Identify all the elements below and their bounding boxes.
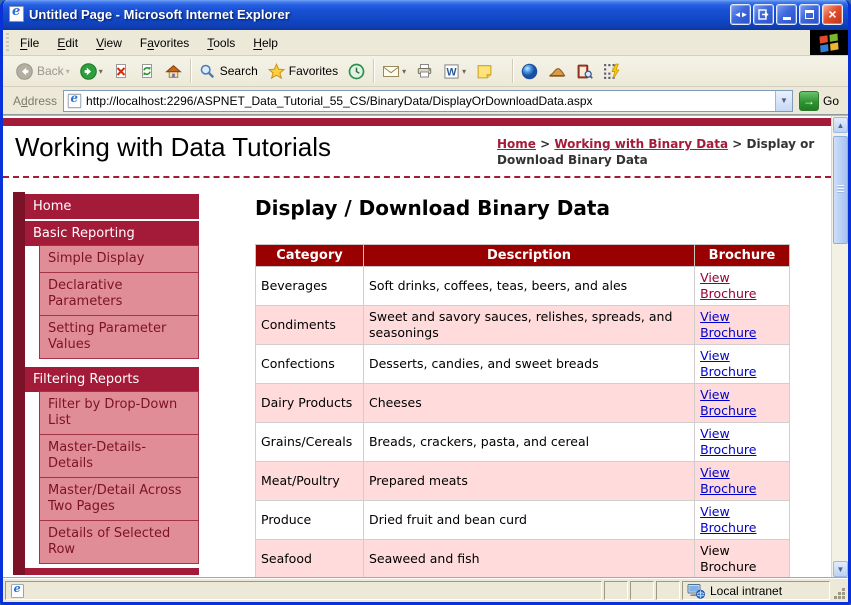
category-cell: Seafood [256, 540, 364, 579]
breadcrumb [497, 132, 819, 168]
minimize-icon [783, 17, 791, 20]
print-icon [416, 63, 433, 79]
menu-items [11, 30, 810, 55]
home-icon [165, 63, 182, 80]
search-button[interactable] [194, 60, 263, 83]
chevron-down-icon: ▾ [462, 66, 467, 76]
messenger-button[interactable] [516, 60, 543, 83]
shoe-button[interactable] [543, 61, 571, 82]
menu-favorites[interactable]: Favorites [139, 35, 190, 50]
resize-grip[interactable] [832, 581, 846, 600]
status-main-pane [5, 581, 602, 600]
column-header-brochure: Brochure [695, 245, 790, 267]
back-label: Back [37, 64, 64, 78]
title-bar [3, 0, 848, 30]
menu-view[interactable]: View [96, 35, 122, 50]
page-title: Display / Download Binary Data [255, 196, 610, 220]
toolbar-separator [190, 59, 191, 83]
status-pane [604, 581, 628, 600]
grid-header-row [256, 245, 790, 267]
export-button[interactable] [753, 4, 774, 25]
scroll-up-icon: ▲ [836, 120, 845, 130]
category-cell: Grains/Cereals [256, 423, 364, 462]
close-button[interactable] [822, 4, 843, 25]
brochure-cell [695, 345, 790, 384]
chevron-down-icon: ▾ [402, 66, 407, 76]
grid-lightning-icon [603, 63, 620, 80]
go-button[interactable] [793, 91, 845, 111]
menu-bar [3, 30, 848, 56]
scroll-down-icon: ▼ [836, 564, 845, 574]
description-cell: Cheeses [363, 384, 694, 423]
breadcrumb-home[interactable]: Home [497, 137, 536, 151]
favorites-label: Favorites [288, 64, 339, 78]
category-cell: Produce [256, 501, 364, 540]
note-icon [476, 63, 493, 80]
toolbar-separator [373, 59, 374, 83]
note-button[interactable] [471, 60, 498, 83]
sidebar-item-master-details-details[interactable]: Master-Details-Details [39, 434, 199, 478]
go-label: Go [822, 93, 839, 108]
maximize-icon [805, 10, 814, 19]
arrows-icon: ◄► [733, 9, 748, 19]
category-cell: Beverages [256, 267, 364, 306]
forward-button[interactable] [75, 60, 108, 83]
brochure-cell [695, 540, 790, 579]
breadcrumb-separator: > [535, 137, 555, 151]
brochure-cell [695, 423, 790, 462]
edit-word-button[interactable] [438, 60, 471, 83]
grid-row-condiments [256, 306, 790, 345]
site-title: Working with Data Tutorials [15, 132, 331, 162]
menu-tools[interactable]: Tools [207, 35, 236, 50]
menu-file[interactable]: File [20, 35, 40, 50]
sidebar-item-basic-reporting[interactable]: Basic Reporting [25, 221, 199, 246]
pan-arrows-button[interactable] [730, 4, 751, 25]
chevron-down-icon: ▾ [65, 66, 70, 76]
address-dropdown-button[interactable]: ▼ [775, 91, 792, 111]
description-cell: Breads, crackers, pasta, and cereal [363, 423, 694, 462]
brochure-cell [695, 306, 790, 345]
mail-button[interactable] [377, 61, 411, 82]
view-brochure-link[interactable]: View Brochure [700, 426, 757, 457]
menu-help[interactable]: Help [253, 35, 278, 50]
web-page [3, 116, 831, 578]
sidebar-section-peek[interactable] [25, 568, 199, 575]
address-label: Address [13, 93, 58, 108]
search-icon [199, 63, 216, 80]
vertical-scrollbar[interactable] [831, 116, 848, 578]
standard-toolbar [3, 56, 848, 87]
favorites-button[interactable] [263, 60, 343, 83]
browser-viewport [3, 115, 848, 578]
site-header [3, 126, 831, 172]
category-cell: Meat/Poultry [256, 462, 364, 501]
back-icon [16, 63, 33, 80]
sidebar-navigation [13, 192, 209, 575]
description-cell: Dried fruit and bean curd [363, 501, 694, 540]
grid-row-grains-cereals [256, 423, 790, 462]
ie-page-icon [68, 93, 82, 107]
export-icon [758, 9, 769, 20]
column-header-category: Category [256, 245, 364, 267]
minimize-button[interactable] [776, 4, 797, 25]
go-icon: → [799, 91, 819, 111]
main-content [209, 192, 790, 578]
category-cell: Dairy Products [256, 384, 364, 423]
svg-text:W: W [446, 65, 457, 78]
view-brochure-link[interactable]: View Brochure [700, 387, 757, 418]
breadcrumb-working-with-binary-data[interactable]: Working with Binary Data [554, 137, 729, 151]
history-icon [348, 63, 365, 80]
grid-row-confections [256, 345, 790, 384]
history-button[interactable] [343, 60, 370, 83]
grid-body [256, 267, 790, 579]
back-button[interactable] [11, 60, 75, 83]
research-button[interactable] [571, 60, 598, 83]
windows-logo-icon [819, 33, 838, 52]
sidebar-item-master-detail-across-two-pages[interactable]: Master/Detail Across Two Pages [39, 477, 199, 521]
refresh-button[interactable] [134, 60, 160, 82]
grid-row-beverages [256, 267, 790, 306]
print-button[interactable] [411, 60, 438, 82]
intranet-icon [687, 583, 705, 599]
sidebar-item-filtering-reports[interactable]: Filtering Reports [25, 367, 199, 392]
brochure-cell [695, 384, 790, 423]
breadcrumb-display-or-download-binary-data: Display or Download Binary Data [497, 137, 815, 167]
address-url[interactable]: http://localhost:2296/ASPNET_Data_Tutorial_55_CS/BinaryData/DisplayOrDownloadData.aspx [86, 93, 593, 108]
window-title: Untitled Page - Microsoft Internet Explorer [29, 6, 290, 22]
close-icon: × [828, 6, 837, 22]
view-brochure-link[interactable]: View Brochure [700, 270, 757, 301]
search-label: Search [219, 64, 258, 78]
snippet-button[interactable] [598, 60, 625, 83]
sidebar-item-declarative-parameters[interactable]: Declarative Parameters [39, 272, 199, 316]
brochure-cell [695, 501, 790, 540]
grid-row-produce [256, 501, 790, 540]
ie-page-icon [9, 6, 24, 22]
menu-edit[interactable]: Edit [57, 35, 79, 50]
scrollbar-thumb[interactable] [833, 136, 848, 244]
home-button[interactable] [160, 60, 187, 83]
grid-row-dairy-products [256, 384, 790, 423]
messenger-icon [521, 63, 538, 80]
forward-icon [80, 63, 97, 80]
scroll-down-button[interactable] [833, 561, 848, 577]
sidebar-item-setting-parameter-values[interactable]: Setting Parameter Values [39, 315, 199, 359]
sidebar-item-filter-by-drop-down-list[interactable]: Filter by Drop-Down List [39, 391, 199, 435]
site-top-bar [3, 118, 831, 126]
view-brochure-link[interactable]: View Brochure [700, 309, 757, 340]
breadcrumb-separator: > [728, 137, 747, 151]
toolbar-separator [512, 59, 513, 83]
ie-page-icon [11, 584, 24, 598]
brochure-text: View Brochure [700, 543, 757, 574]
grid-row-meat-poultry [256, 462, 790, 501]
stop-button[interactable] [108, 60, 134, 82]
brochure-cell [695, 462, 790, 501]
view-brochure-link[interactable]: View Brochure [700, 348, 757, 379]
book-search-icon [576, 63, 593, 80]
address-field[interactable] [63, 90, 793, 112]
category-cell: Confections [256, 345, 364, 384]
description-cell: Soft drinks, coffees, teas, beers, and ales [363, 267, 694, 306]
view-brochure-link[interactable]: View Brochure [700, 504, 757, 535]
description-cell: Seaweed and fish [363, 540, 694, 579]
address-bar [3, 87, 848, 115]
shoe-icon [548, 64, 566, 79]
status-pane [656, 581, 680, 600]
sidebar-item-details-of-selected-row[interactable]: Details of Selected Row [39, 520, 199, 564]
mail-icon [382, 64, 400, 79]
brochure-cell [695, 267, 790, 306]
grid-row-seafood [256, 540, 790, 579]
sidebar-menu-items [13, 194, 209, 564]
chevron-down-icon: ▾ [98, 66, 103, 76]
scroll-up-button[interactable] [833, 117, 848, 133]
windows-logo [810, 30, 848, 55]
refresh-icon [139, 63, 155, 79]
description-cell: Prepared meats [363, 462, 694, 501]
word-icon [443, 63, 460, 80]
category-cell: Condiments [256, 306, 364, 345]
security-zone-pane [682, 581, 830, 600]
sidebar-item-home[interactable]: Home [25, 194, 199, 219]
stop-icon [113, 63, 129, 79]
maximize-button[interactable] [799, 4, 820, 25]
security-zone-label: Local intranet [710, 583, 783, 598]
toolbar-grip[interactable] [4, 33, 10, 52]
status-pane [630, 581, 654, 600]
status-bar [3, 578, 848, 602]
categories-grid [255, 244, 790, 578]
sidebar-item-simple-display[interactable]: Simple Display [39, 245, 199, 273]
view-brochure-link[interactable]: View Brochure [700, 465, 757, 496]
column-header-description: Description [363, 245, 694, 267]
description-cell: Sweet and savory sauces, relishes, spreads, and seasonings [363, 306, 694, 345]
favorites-star-icon [268, 63, 285, 80]
description-cell: Desserts, candies, and sweet breads [363, 345, 694, 384]
